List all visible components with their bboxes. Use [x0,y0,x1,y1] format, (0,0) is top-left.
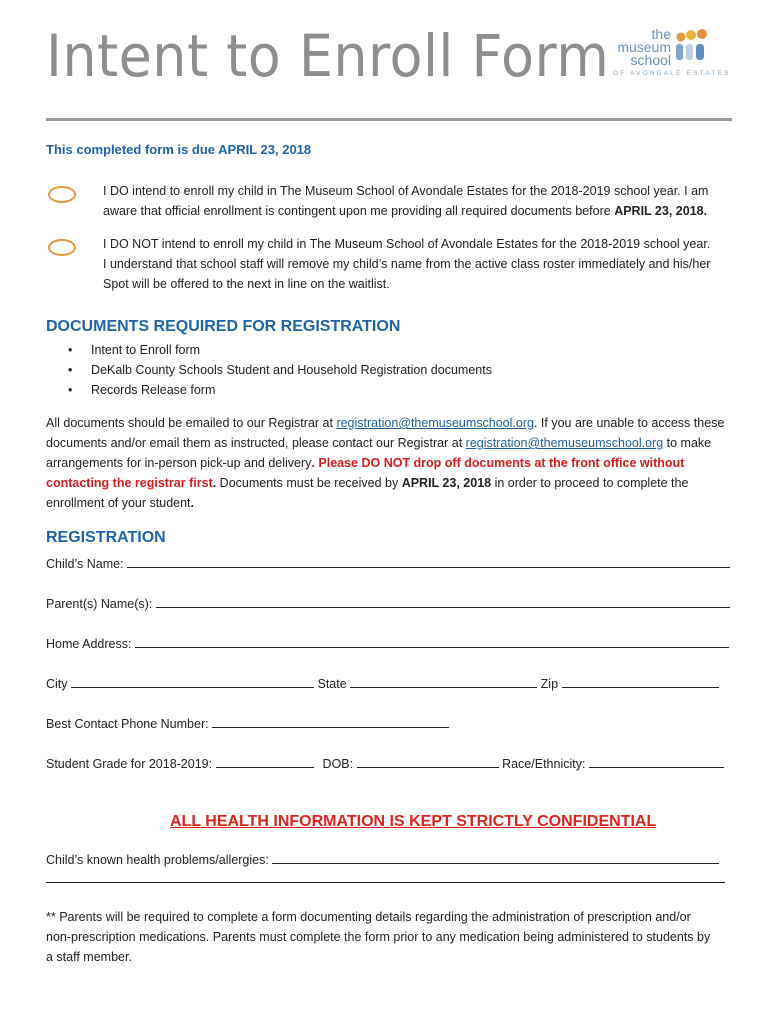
health-problems-field-line-2[interactable] [46,882,725,883]
child-name-label: Child’s Name: [46,557,124,571]
race-field[interactable] [589,753,724,768]
city-state-zip-row [46,673,719,691]
logo-subtitle: OF AVONDALE ESTATES [613,70,731,77]
parent-names-row [46,593,730,611]
documents-list [68,340,568,400]
dob-label: DOB: [322,757,354,771]
do-intend-radio[interactable] [48,186,76,203]
grade-field[interactable] [216,753,314,768]
do-not-intend-radio[interactable] [48,239,76,256]
zip-label: Zip [540,677,559,691]
health-problems-field[interactable] [272,849,719,864]
header-divider [46,118,732,121]
list-item: • Intent to Enroll form [68,343,201,357]
do-intend-text: I DO intend to enroll my child in The Museum School of Avondale Estates for the 2018-2019 school year. I am aware that official enrollment is contingent upon me providing all required documents before APRIL 23, 2018. [103,184,709,218]
logo-museum: museum [617,39,671,55]
child-name-field[interactable] [127,553,730,568]
phone-field[interactable] [212,713,449,728]
home-address-row [46,633,729,651]
documents-instructions: All documents should be emailed to our Registrar at registration@themuseumschool.org. If you are unable to access these documents and/or email them as instructed, please contact our Registrar at registration@themuseumschool.org to make arrangements for in-person pick-up and delivery. Please DO NOT drop off documents at the front office without contacting the registrar first. Documents must be received by APRIL 23, 2018 in order to proceed to complete the enrollment of your student. [46,416,725,510]
city-field[interactable] [71,673,314,688]
do-not-intend-text: I DO NOT intend to enroll my child in The Museum School of Avondale Estates for the 2018-2019 school year. I understand that school staff will remove my child’s name from the active class roster immediately and his/her Spot will be offered to the next in line on the waitlist. [103,237,711,291]
health-problems-row [46,849,719,867]
state-label: State [317,677,347,691]
home-address-label: Home Address: [46,637,132,651]
home-address-field[interactable] [135,633,729,648]
registration-heading: REGISTRATION [46,529,166,546]
phone-label: Best Contact Phone Number: [46,717,209,731]
grade-dob-race-row [46,753,724,771]
medication-note: ** Parents will be required to complete a form documenting details regarding the administration of prescription and/or non-prescription medications. Parents must complete the form prior to any medication being administered to students by a staff member. [46,910,711,964]
race-label: Race/Ethnicity: [502,757,586,771]
logo-school: school [630,52,671,68]
parent-names-label: Parent(s) Name(s): [46,597,153,611]
logo-the: the [651,26,671,42]
registrar-email-link[interactable]: registration@themuseumschool.org [336,416,534,430]
list-item: • DeKalb County Schools Student and Household Registration documents [68,363,492,377]
parent-names-field[interactable] [156,593,730,608]
documents-heading: DOCUMENTS REQUIRED FOR REGISTRATION [46,318,401,335]
list-item: • Records Release form [68,383,216,397]
grade-label: Student Grade for 2018-2019: [46,757,213,771]
health-confidential-heading: ALL HEALTH INFORMATION IS KEPT STRICTLY CONFIDENTIAL [170,813,657,830]
school-logo [613,26,731,82]
city-label: City [46,677,68,691]
registrar-email-link-2[interactable]: registration@themuseumschool.org [465,436,664,450]
dob-field[interactable] [357,753,499,768]
page-title: Intent to Enroll Form [46,22,610,90]
health-problems-label: Child’s known health problems/allergies: [46,853,269,867]
due-date-notice: This completed form is due APRIL 23, 2018 [46,142,312,157]
phone-row [46,713,449,731]
state-field[interactable] [350,673,537,688]
child-name-row [46,553,730,571]
zip-field[interactable] [562,673,719,688]
logo-mark-icon [673,28,713,68]
